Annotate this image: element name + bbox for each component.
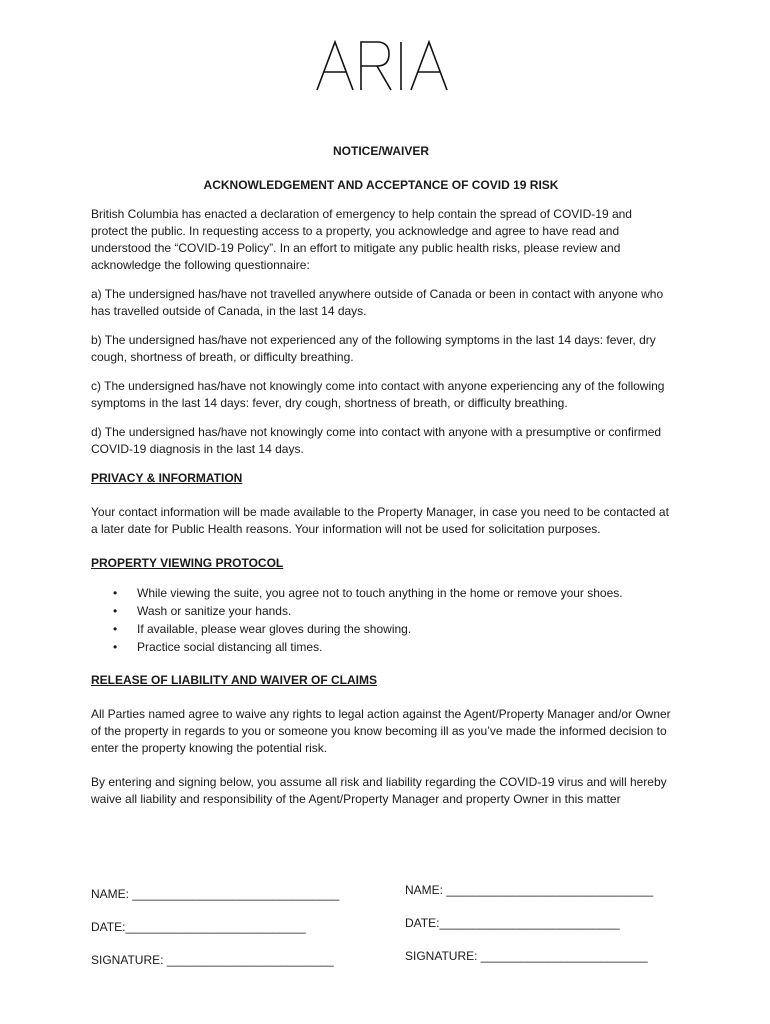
protocol-heading: PROPERTY VIEWING PROTOCOL: [91, 556, 284, 570]
privacy-heading: PRIVACY & INFORMATION: [91, 471, 243, 485]
bullet-icon: •: [113, 604, 118, 618]
list-item: • While viewing the suite, you agree not to touch anything in the home or remove your shoes.: [113, 586, 623, 600]
release-paragraph-1: All Parties named agree to waive any rights to legal action against the Agent/Property Manager and/or Owner of the property in regards to you or someone you know becoming ill as you’ve made the informed decision to enter the property knowing the potential risk.: [91, 707, 671, 755]
name-field-left[interactable]: NAME: _______________________________: [91, 887, 340, 901]
signature-field-left[interactable]: SIGNATURE: _________________________: [91, 953, 334, 967]
signature-field-right[interactable]: SIGNATURE: _________________________: [405, 949, 648, 963]
release-paragraph-2: By entering and signing below, you assume all risk and liability regarding the COVID-19 virus and will hereby waive all liability and responsibility of the Agent/Property Manager and property Owner in this matter: [91, 775, 667, 806]
protocol-list: [91, 584, 671, 656]
document-body: [91, 143, 671, 820]
question-c: c) The undersigned has/have not knowingly come into contact with anyone experiencing any of the following symptoms in the last 14 days: fever, dry cough, shortness of breath, or difficulty breathing.: [91, 379, 665, 410]
list-item: • If available, please wear gloves during the showing.: [113, 622, 412, 636]
release-heading: RELEASE OF LIABILITY AND WAIVER OF CLAIMS: [91, 673, 378, 687]
document-title: NOTICE/WAIVER: [332, 144, 429, 158]
bullet-icon: •: [113, 622, 118, 636]
privacy-text: Your contact information will be made available to the Property Manager, in case you need to be contacted at a later date for Public Health reasons. Your information will not be used for solicitation purposes.: [91, 505, 669, 536]
question-d: d) The undersigned has/have not knowingly come into contact with anyone with a presumptive or confirmed COVID-19 diagnosis in the last 14 days.: [91, 425, 662, 456]
signature-block: [91, 883, 691, 985]
list-item: • Wash or sanitize your hands.: [113, 604, 292, 618]
bullet-icon: •: [113, 586, 118, 600]
aria-logo-mark: [315, 40, 455, 92]
question-a: a) The undersigned has/have not travelled anywhere outside of Canada or been in contact with anyone who has travelled outside of Canada, in the last 14 days.: [91, 287, 664, 318]
aria-logo: [0, 40, 770, 92]
date-field-right[interactable]: DATE:___________________________: [405, 916, 620, 930]
list-item: • Practice social distancing all times.: [113, 640, 323, 654]
name-field-right[interactable]: NAME: _______________________________: [405, 883, 654, 897]
date-field-left[interactable]: DATE:___________________________: [91, 920, 306, 934]
question-b: b) The undersigned has/have not experienced any of the following symptoms in the last 14 days: fever, dry cough, shortness of breath, or difficulty breathing.: [91, 333, 656, 364]
intro-paragraph: British Columbia has enacted a declaration of emergency to help contain the spread of COVID-19 and protect the public. In requesting access to a property, you acknowledge and agree to have read and understood the “COVID-19 Policy”. In an effort to mitigate any public health risks, please review and acknowledge the following questionnaire:: [91, 207, 632, 272]
document-subtitle: ACKNOWLEDGEMENT AND ACCEPTANCE OF COVID 19 RISK: [203, 178, 559, 192]
bullet-icon: •: [113, 640, 118, 654]
